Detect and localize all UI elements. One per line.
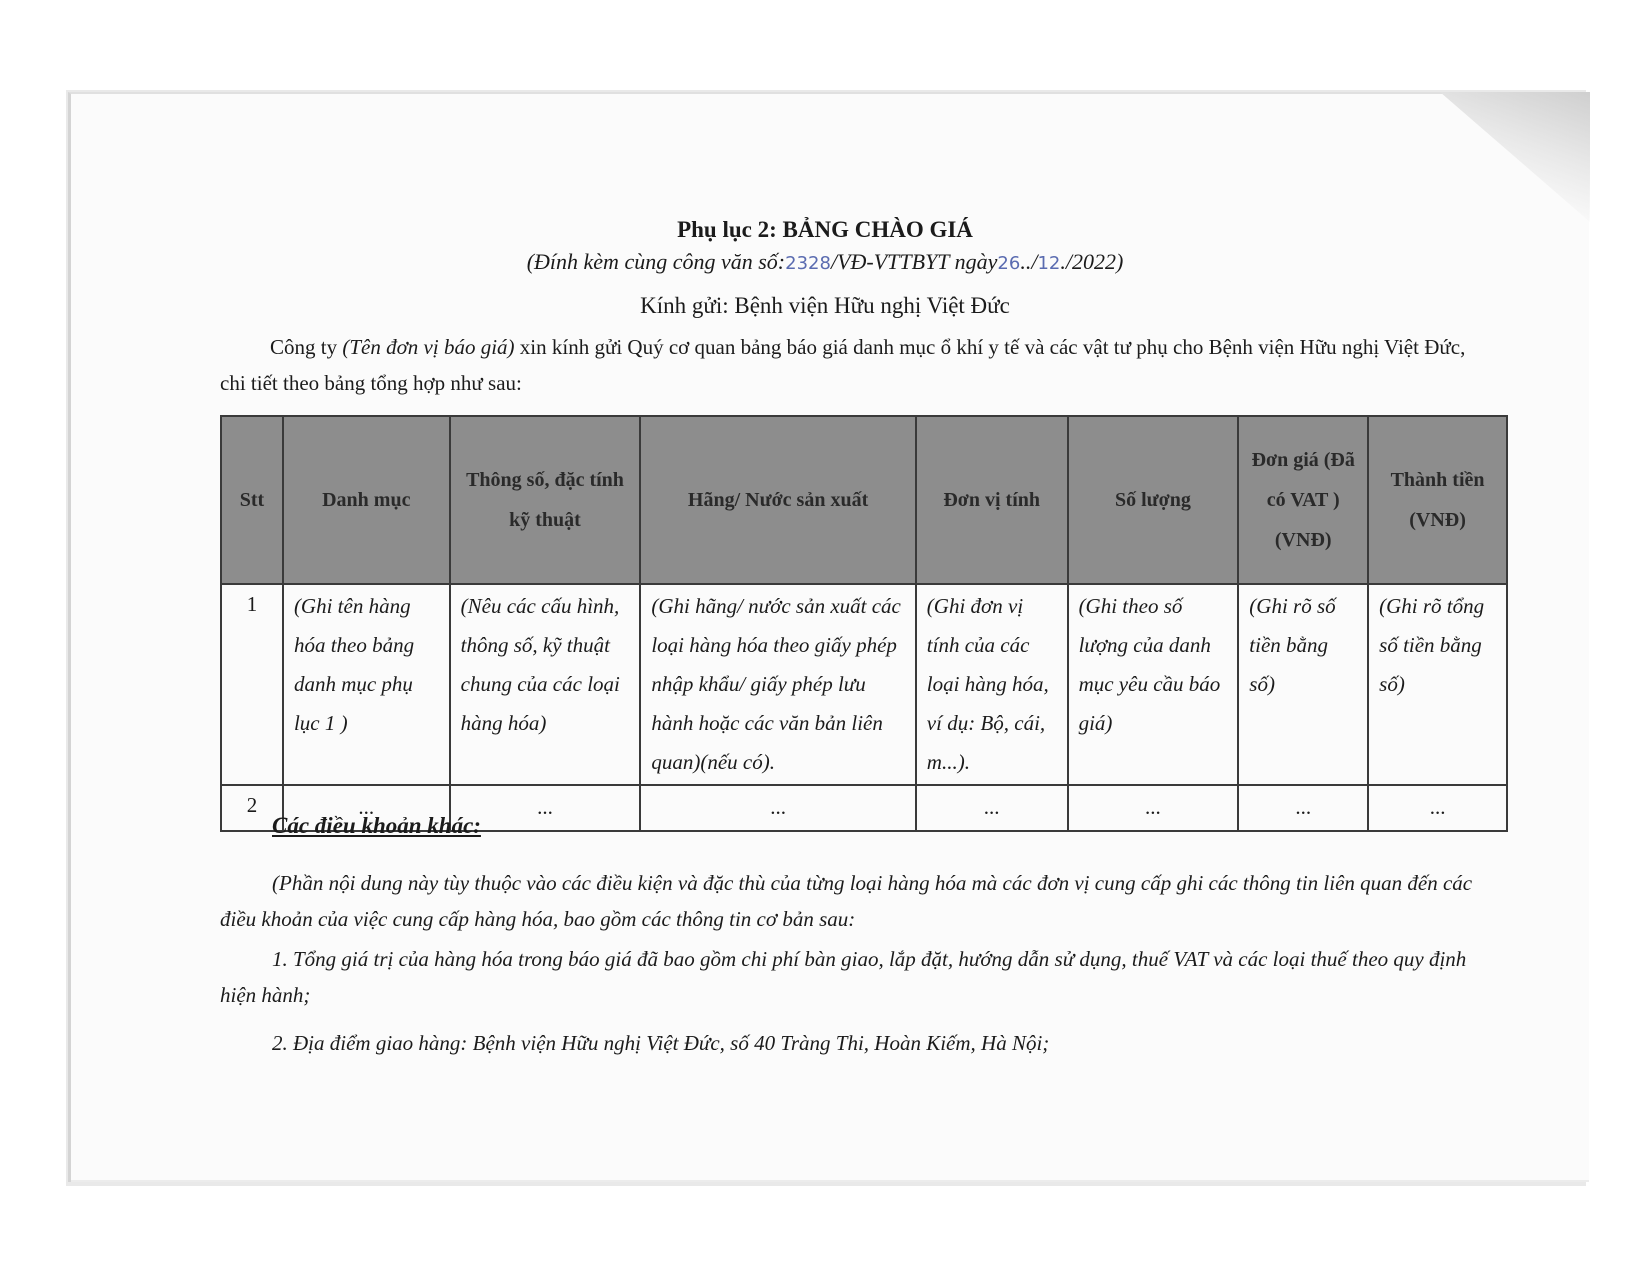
- intro-part1: Công ty: [270, 335, 343, 359]
- cell-specs: (Nêu các cấu hình, thông số, kỹ thuật chung của các loại hàng hóa): [450, 584, 641, 785]
- cell-quantity: ...: [1068, 785, 1239, 831]
- col-header-specs: Thông số, đặc tính kỹ thuật: [450, 416, 641, 584]
- intro-part2: xin kính gửi Quý cơ quan bảng báo giá danh mục ổ khí y tế và các vật tư phụ cho Bệnh viện Hữu nghị Việt Đức, chi tiết theo bảng tổng hợp như sau:: [220, 335, 1466, 395]
- quote-table: [220, 415, 1508, 832]
- col-header-stt: Stt: [221, 416, 283, 584]
- col-header-item: Danh mục: [283, 416, 450, 584]
- intro-paragraph: [220, 329, 1480, 401]
- handwritten-day: 26: [997, 253, 1021, 274]
- cell-unit-price: (Ghi rõ số tiền bằng số): [1238, 584, 1368, 785]
- cell-item: ...: [283, 785, 450, 831]
- terms-note: (Phần nội dung này tùy thuộc vào các điều kiện và đặc thù của từng loại hàng hóa mà các đơn vị cung cấp ghi các thông tin liên quan đến các điều khoản của việc cung cấp hàng hóa, bao gồm các thông tin cơ bản sau:: [220, 871, 1473, 931]
- recipient-line: Kính gửi: Bệnh viện Hữu nghị Việt Đức: [640, 293, 1010, 318]
- subtitle-prefix: (Đính kèm cùng công văn số:: [526, 249, 786, 274]
- subtitle-mid: /VĐ-VTTBYT ngày: [830, 249, 998, 274]
- terms-item-1: 1. Tổng giá trị của hàng hóa trong báo giá đã bao gồm chi phí bàn giao, lắp đặt, hướng dẫn sử dụng, thuế VAT và các loại thuế theo quy định hiện hành;: [220, 947, 1467, 1007]
- col-header-unit-price: Đơn giá (Đã có VAT ) (VNĐ): [1238, 416, 1368, 584]
- cell-quantity: (Ghi theo số lượng của danh mục yêu cầu báo giá): [1068, 584, 1239, 785]
- handwritten-doc-number: 2328: [785, 253, 831, 274]
- cell-total: (Ghi rõ tổng số tiền bằng số): [1368, 584, 1507, 785]
- cell-stt: 2: [221, 785, 283, 831]
- cell-manufacturer: (Ghi hãng/ nước sản xuất các loại hàng hóa theo giấy phép nhập khẩu/ giấy phép lưu hành hoặc các văn bản liên quan)(nếu có).: [640, 584, 915, 785]
- document-subtitle: [0, 249, 1650, 275]
- cell-manufacturer: ...: [640, 785, 915, 831]
- terms-item-2: 2. Địa điểm giao hàng: Bệnh viện Hữu nghị Việt Đức, số 40 Tràng Thi, Hoàn Kiếm, Hà Nội;: [272, 1031, 1050, 1055]
- cell-unit-price: ...: [1238, 785, 1368, 831]
- cell-unit: (Ghi đơn vị tính của các loại hàng hóa, ví dụ: Bộ, cái, m...).: [916, 584, 1068, 785]
- cell-stt: 1: [221, 584, 283, 785]
- cell-item: (Ghi tên hàng hóa theo bảng danh mục phụ lục 1 ): [283, 584, 450, 785]
- cell-total: ...: [1368, 785, 1507, 831]
- subtitle-suffix: ./2022): [1060, 249, 1124, 274]
- col-header-unit: Đơn vị tính: [916, 416, 1068, 584]
- company-placeholder: (Tên đơn vị báo giá): [342, 335, 515, 359]
- col-header-manufacturer: Hãng/ Nước sản xuất: [640, 416, 915, 584]
- col-header-quantity: Số lượng: [1068, 416, 1239, 584]
- terms-heading: Các điều khoản khác:: [272, 813, 481, 838]
- table-header-row: [221, 416, 1507, 584]
- col-header-total: Thành tiền (VNĐ): [1368, 416, 1507, 584]
- cell-unit: ...: [916, 785, 1068, 831]
- cell-specs: ...: [450, 785, 641, 831]
- subtitle-sep: ../: [1020, 249, 1038, 274]
- table-row: [221, 584, 1507, 785]
- handwritten-month: 12: [1037, 253, 1061, 274]
- document-title: Phụ lục 2: BẢNG CHÀO GIÁ: [677, 217, 973, 242]
